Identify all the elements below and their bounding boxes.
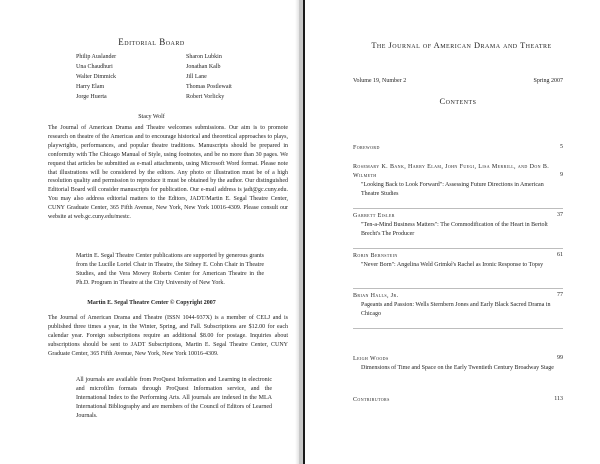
toc-page-number: 37	[557, 212, 563, 218]
toc-author: Leigh Woods	[353, 356, 389, 362]
toc-entry-foreword[interactable]	[353, 144, 563, 153]
board-member: Thomas Postlewait	[186, 83, 232, 90]
toc-page-number: 9	[560, 172, 563, 178]
contents-heading: Contents	[439, 96, 477, 106]
toc-page-number: 77	[557, 292, 563, 298]
toc-divider	[353, 208, 563, 209]
board-member: Robert Vorlicky	[186, 93, 225, 100]
editorial-board-title: Editorial Board	[118, 37, 185, 47]
board-member-last: Stacy Wolf	[138, 114, 165, 120]
toc-article-title: Dimensions of Time and Space on the Early Twentieth Century Broadway Stage	[361, 365, 554, 371]
copyright-line: Martin E. Segal Theatre Center © Copyright 2007	[87, 300, 216, 306]
toc-author: Contributors	[353, 397, 390, 403]
board-member: Philip Auslander	[76, 54, 117, 60]
toc-page-number: 61	[557, 252, 563, 258]
toc-entry[interactable]	[353, 252, 563, 270]
indexing-note: All journals are available from ProQuest Information and Learning in electronic and microfilm formats through ProQuest Information service, and the International Index to the Performing Arts. All journals are indexed in the MLA International Bibliography and are members of the Council of Editors of Learned Journals.	[76, 377, 272, 419]
submission-guidelines: The Journal of American Drama and Theatre welcomes submissions. Our aim is to promote research on theatre of the Americas and to encourage historical and theoretical approaches to plays, playwrights, performances, and popular theatre traditions. Manuscripts should be prepared in conformity with The Chicago Manual of Style, using footnotes, and be no more than 30 pages. We request that articles be submitted as e-mail attachments, using Microsoft Word format. Please note that illustrations will be considered by the editors. Any photo or illustration must be of a high resolution quality and permission to reproduce it must be obtained by the author. Our distinguished Editorial Board will consider manuscripts for publication. Our e-mail address is jadt@gc.cuny.edu. You may also address editorial matters to the Editors, JADT/Martin E. Segal Theatre Center, CUNY Graduate Center, 365 Fifth Avenue, New York, New York 10016-4309. Please consult our website at web.gc.cuny.edu/mestc.	[48, 125, 288, 221]
toc-article-title: "Ten-a-Mind Business Matters": The Commodification of the Heart in Bertolt Brecht's The Producer	[361, 222, 548, 237]
journal-title: The Journal of American Drama and Theatre	[371, 41, 552, 50]
board-member: Jill Lane	[186, 73, 207, 80]
toc-author: Robin Bernstein	[353, 253, 398, 259]
issn-paragraph: The Journal of American Drama and Theatre (ISSN 1044-937X) is a member of CELJ and is published three times a year, in the Winter, Spring, and Fall. Subscriptions are $12.00 for each calendar year. Foreign subscriptions require an additional $8.00 for postage. Inquiries about subscriptions should be sent to JADT Subscriptions, Martin E. Segal Theatre Center, CUNY Graduate Center, 365 Fifth Avenue, New York, New York 10016-4309.	[48, 315, 288, 357]
editorial-board-list	[76, 53, 276, 102]
toc-author: Foreword	[353, 145, 380, 151]
volume-number: Volume 19, Number 2	[353, 78, 407, 84]
toc-author: Rosemary K. Bank, Harry Elam, John Fuegi, Lisa Merrill, and Don B. Wilmeth	[353, 164, 550, 179]
board-member: Sharon Lubkin	[186, 54, 222, 60]
toc-article-title: Pageants and Passion: Wells Sternbern Jones and Early Black Sacred Drama in Chicago	[361, 302, 551, 317]
toc-entry[interactable]	[353, 355, 563, 373]
toc-entry[interactable]	[353, 163, 563, 199]
page-edge	[303, 0, 305, 464]
toc-entry-contributors[interactable]	[353, 396, 563, 405]
toc-divider	[353, 288, 563, 289]
funding-note: Martin E. Segal Theatre Center publications are supported by generous grants from the Lucille Lortel Chair in Theatre, the Sidney E. Cohn Chair in Theatre Studies, and the Vera Mowry Roberts Center for American Theatre in the Ph.D. Program in Theatre at the City University of New York.	[76, 253, 264, 286]
toc-page-number: 113	[554, 396, 563, 402]
toc-article-title: "Looking Back to Look Forward": Assessing Future Directions in American Theatre Studies	[361, 182, 544, 197]
toc-page-number: 5	[560, 144, 563, 150]
issue-season: Spring 2007	[533, 78, 563, 84]
board-member: Harry Elam	[76, 83, 105, 90]
board-member: Jorge Huerta	[76, 93, 107, 100]
board-member: Una Chaudhuri	[76, 63, 113, 70]
toc-article-title: "Never Born": Angelina Weld Grimké's Rachel as Ironic Response to Topsy	[361, 262, 544, 268]
board-member: Jonathan Kalb	[186, 63, 221, 70]
right-page	[303, 0, 600, 464]
board-member: Walter Dimmick	[76, 73, 117, 80]
toc-author: Garrett Eisler	[353, 213, 395, 219]
toc-divider	[353, 328, 563, 329]
toc-entry[interactable]	[353, 212, 563, 239]
toc-author: Brian Halls, Jr.	[353, 293, 399, 299]
toc-entry[interactable]	[353, 292, 563, 319]
toc-page-number: 99	[557, 355, 563, 361]
toc-divider	[353, 248, 563, 249]
